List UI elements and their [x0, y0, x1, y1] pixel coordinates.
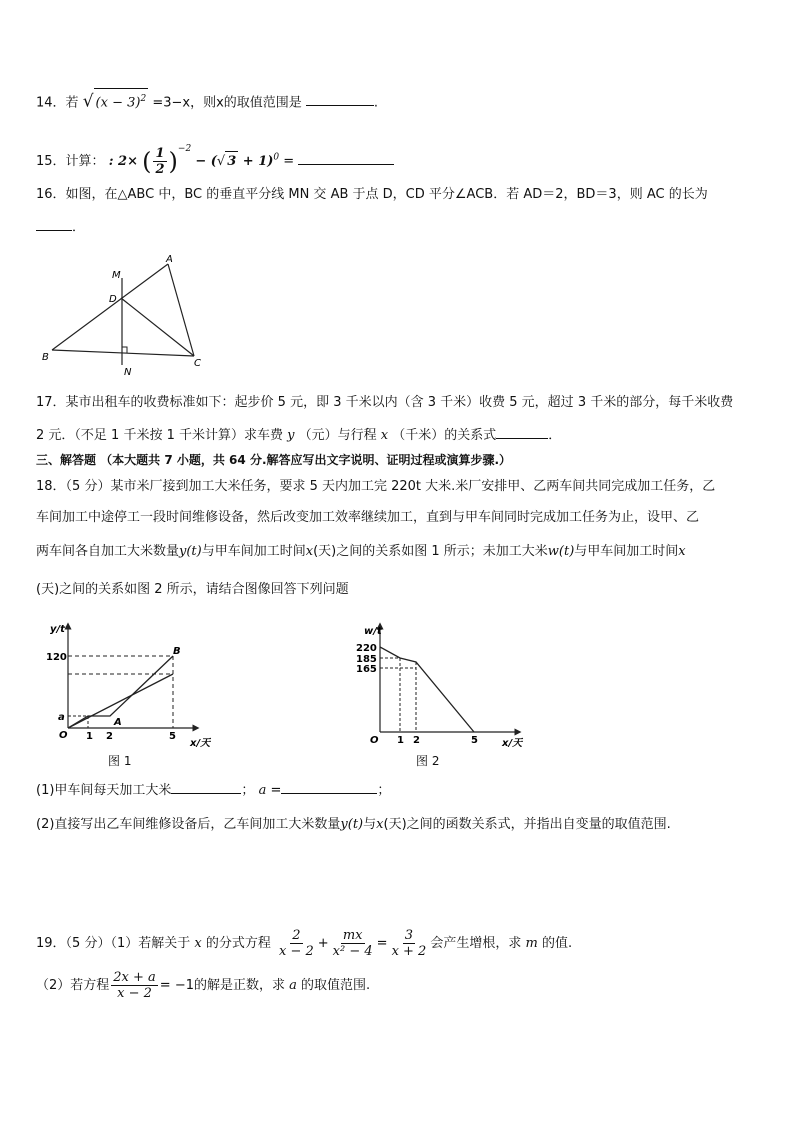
fig1-y-label: y/t	[50, 624, 65, 635]
fig2-tick-x1: 1	[397, 735, 404, 746]
figure-2-chart	[346, 622, 526, 752]
fig2-tick-165: 165	[356, 664, 377, 675]
fig1-tick-x5: 5	[169, 731, 176, 742]
question-16: 16．如图，在△ABC 中，BC 的垂直平分线 MN 交 AB 于点 D，CD 平分∠ACB．若 AD＝2，BD＝3，则 AC 的长为	[36, 187, 708, 202]
fig1-tick-120: 120	[46, 652, 67, 663]
fig2-y-label: w/t	[364, 626, 382, 637]
question-18-sub2: (2)直接写出乙车间维修设备后，乙车间加工大米数量y(t)与x(天)之间的函数关系式，并指出自变量的取值范围.	[36, 817, 671, 832]
q15-answer-blank[interactable]	[298, 150, 394, 165]
q19-fraction-4: $\frac{2x + a}{x - 2}$	[113, 970, 156, 1001]
question-19: 19．（5 分）（1）若解关于 x 的分式方程 $\frac{2}{x - 2}$ + $\frac{mx}{\text{x² − 4}}$ = $\frac{3}{x + 2}$ 会产生增根，求 m 的值.	[36, 928, 573, 959]
q15-fraction: $\frac{1}{2}$	[155, 146, 165, 177]
q14-answer-blank[interactable]	[306, 91, 374, 106]
label-b: B	[42, 352, 49, 363]
side-ba	[52, 264, 168, 350]
fig2-tick-185: 185	[356, 654, 377, 665]
question-17: 17．某市出租车的收费标准如下：起步价 5 元，即 3 千米以内（含 3 千米）收费 5 元，超过 3 千米的部分，每千米收费	[36, 395, 734, 410]
q19-fraction-3: $\frac{3}{x + 2}$	[391, 928, 427, 959]
q16-answer-blank[interactable]	[36, 216, 72, 231]
triangle-figure	[36, 250, 216, 380]
question-18: 18．（5 分）某市米厂接到加工大米任务，要求 5 天内加工完 220t 大米.米厂安排甲、乙两车间共同完成加工任务，乙	[36, 479, 716, 494]
label-m: M	[112, 270, 121, 281]
q17-answer-blank[interactable]	[496, 424, 548, 439]
fig2-origin: O	[370, 735, 379, 746]
q18-sub1-blank-1[interactable]	[171, 779, 241, 794]
right-angle-mark	[122, 347, 127, 353]
fig2-line-w	[380, 647, 474, 732]
q19-fraction-1: $\frac{2}{x - 2}$	[279, 928, 314, 959]
q14-radicand: $(x - 3)^2$	[94, 88, 149, 113]
sqrt-sign-icon: √	[216, 154, 226, 169]
segment-dc	[121, 298, 194, 356]
fig2-tick-x2: 2	[413, 735, 420, 746]
fig1-tick-x2: 2	[106, 731, 113, 742]
fig1-x-label: x/天	[190, 738, 211, 749]
label-n: N	[124, 367, 132, 378]
question-19-part2: （2）若方程 $\frac{2x + a}{x - 2}$ = −1的解是正数，求 a 的取值范围.	[36, 970, 371, 1001]
q15-number: 15．	[36, 154, 66, 169]
label-c: C	[194, 358, 201, 369]
q19-fraction-2: $\frac{mx}{\text{x² − 4}}$	[332, 928, 373, 959]
question-18-line3: 两车间各自加工大米数量y(t)与甲车间加工时间x(天)之间的关系如图 1 所示；未加工大米w(t)与甲车间加工时间x	[36, 544, 686, 559]
fig1-tick-x1: 1	[86, 731, 93, 742]
side-ac	[168, 264, 194, 356]
question-16-line2: ．	[36, 216, 85, 238]
label-a: A	[166, 254, 173, 265]
question-18-sub1: (1)甲车间每天加工大米 ； a = ；	[36, 779, 390, 801]
fig1-tick-a: a	[58, 712, 65, 723]
fig2-tick-x5: 5	[471, 735, 478, 746]
question-14: 14．若 √ $(x - 3)^2 =3-x$，则x的取值范围是 .	[36, 88, 378, 113]
q18-sub1-blank-2[interactable]	[281, 779, 377, 794]
figure-2-caption: 图 2	[416, 754, 440, 768]
fig1-point-a: A	[114, 717, 122, 728]
fig1-origin: O	[59, 730, 68, 741]
question-15: 15．计算： : 2× ( $\frac{1}{2}$ )$^{-2}$ − (√ 3 + 1)$^0$ =	[36, 139, 394, 177]
fig1-point-b: B	[173, 646, 181, 657]
fig2-x-label: x/天	[502, 738, 523, 749]
figure-1-caption: 图 1	[108, 754, 132, 768]
question-17-line2: 2 元．（不足 1 千米按 1 千米计算）求车费 y （元）与行程 x （千米）的关系式 ．	[36, 424, 561, 446]
side-bc	[52, 350, 194, 356]
sqrt-sign-icon: √	[82, 91, 94, 112]
question-18-line2: 车间加工中途停工一段时间维修设备，然后改变加工效率继续加工，直到与甲车间同时完成加工任务为止，设甲、乙	[36, 510, 700, 525]
question-18-line4: (天)之间的关系如图 2 所示，请结合图像回答下列问题	[36, 582, 349, 597]
q14-number: 14．	[36, 95, 66, 111]
fig2-tick-220: 220	[356, 643, 377, 654]
section-3-heading: 三、解答题 （本大题共 7 小题，共 64 分.解答应写出文字说明、证明过程或演算步骤.）	[36, 453, 512, 467]
label-d: D	[109, 294, 117, 305]
figure-1-chart	[46, 618, 216, 753]
